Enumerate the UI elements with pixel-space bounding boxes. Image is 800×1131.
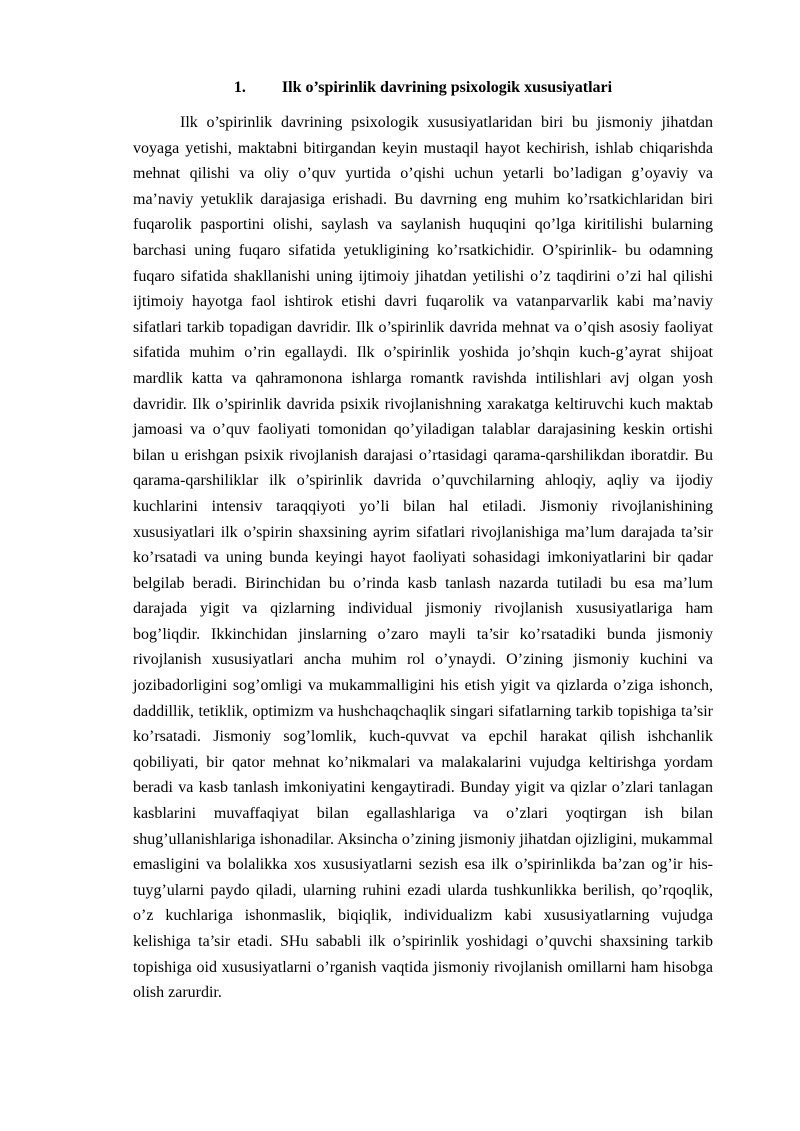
- section-title: Ilk o’spirinlik davrining psixologik xususiyatlari: [281, 79, 613, 96]
- document-page: [133, 68, 713, 1006]
- body-paragraph: Ilk o’spirinlik davrining psixologik xususiyatlaridan biri bu jismoniy jihatdan voyaga yetishi, maktabni bitirgandan keyin mustaqil hayot kechirish, ishlab chiqarishda mehnat qilishi va oliy o’quv yurtida o’qishi uchun yetarli bo’ladigan g’oyaviy va ma’naviy yetuklik darajasiga erishadi. Bu davrning eng muhim ko’rsatkichlaridan biri fuqarolik pasportini olishi, saylash va saylanish huquqini qo’lga kiritilishi bularning barchasi uning fuqaro sifatida yetukligining ko’rsatkichidir. O’spirinlik- bu odamning fuqaro sifatida shakllanishi uning ijtimoiy jihatdan yetilishi o’z taqdirini o’zi hal qilishi ijtimoiy hayotga faol ishtirok etishi davri fuqarolik va vatanparvarlik kabi ma’naviy sifatlari tarkib topadigan davridir. Ilk o’spirinlik davrida mehnat va o’qish asosiy faoliyat sifatida muhim o’rin egallaydi. Ilk o’spirinlik yoshida jo’shqin kuch-g’ayrat shijoat mardlik katta va qahramonona ishlarga romantk ravishda intilishlari avj olgan yosh davridir. Ilk o’spirinlik davrida psixik rivojlanishning xarakatga keltiruvchi kuch maktab jamoasi va o’quv faoliyati tomonidan qo’yiladigan talablar darajasining keskin ortishi bilan u erishgan psixik rivojlanish darajasi o’rtasidagi qarama-qarshilikdan iboratdir. Bu qarama-qarshiliklar ilk o’spirinlik davrida o’quvchilarning ahloqiy, aqliy va ijodiy kuchlarini intensiv taraqqiyoti yo’li bilan hal etiladi. Jismoniy rivojlanishining xususiyatlari ilk o’spirin shaxsining ayrim sifatlari rivojlanishiga ma’lum darajada ta’sir ko’rsatadi va uning bunda keyingi hayot faoliyati sohasidagi imkoniyatlarini bir qadar belgilab beradi. Birinchidan bu o’rinda kasb tanlash nazarda tutiladi bu esa ma’lum darajada yigit va qizlarning individual jismoniy rivojlanish xususiyatlariga ham bog’liqdir. Ikkinchidan jinslarning o’zaro mayli ta’sir ko’rsatadiki bunda jismoniy rivojlanish xususiyatlari ancha muhim rol o’ynaydi. O’zining jismoniy kuchini va jozibadorligini sog’omligi va mukammalligini his etish yigit va qizlarda o’ziga ishonch, daddillik, tetiklik, optimizm va hushchaqchaqlik singari sifatlarning tarkib topishiga ta’sir ko’rsatadi. Jismoniy sog’lomlik, kuch-quvvat va epchil harakat qilish ishchanlik qobiliyati, bir qator mehnat ko’nikmalari va malakalarini vujudga keltirishga yordam beradi va kasb tanlash imkoniyatini kengaytiradi. Bunday yigit va qizlar o’zlari tanlagan kasblarini muvaffaqiyat bilan egallashlariga va o’zlari yoqtirgan ish bilan shug’ullanishlariga ishonadilar. Aksincha o’zining jismoniy jihatdan ojizligini, mukammal emasligini va bolalikka xos xususiyatlarni sezish esa ilk o’spirinlikda ba’zan og’ir his-tuyg’ularni paydo qiladi, ularning ruhini ezadi ularda tushkunlikka berilish, qo’rqoqlik, o’z kuchlariga ishonmaslik, biqiqlik, individualizm kabi xususiyatlarning vujudga kelishiga ta’sir etadi. SHu sababli ilk o’spirinlik yoshidagi o’quvchi shaxsining tarkib topishiga oid xususiyatlarni o’rganish vaqtida jismoniy rivojlanish omillarni ham hisobga olish zarurdir.: [133, 114, 713, 1002]
- section-number: 1.: [233, 79, 246, 96]
- section-heading: [133, 68, 713, 108]
